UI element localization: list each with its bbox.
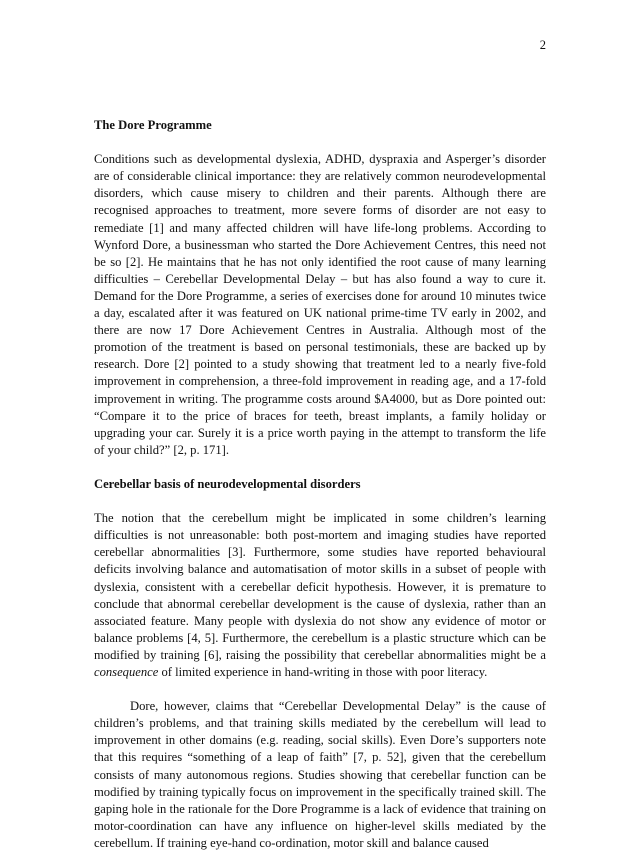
spacer bbox=[94, 459, 546, 476]
spacer bbox=[94, 493, 546, 510]
page-number: 2 bbox=[539, 38, 546, 52]
paragraph-dore-programme: Conditions such as developmental dyslexia, ADHD, dyspraxia and Asperger’s disorder are of considerable clinical importance: they are relatively common neurodevelopmental disorders, which cause misery to children and their parents. Although there are recognised approaches to treatment, more severe forms of disorder are not easy to remediate [1] and many affected children will have life-long problems. According to Wynford Dore, a businessman who started the Dore Achievement Centres, this need not be so [2]. He maintains that he has not only identified the root cause of many learning difficulties – Cerebellar Developmental Delay – but has also found a way to cure it. Demand for the Dore Programme, a series of exercises done for around 10 minutes twice a day, escalated after it was featured on UK national prime-time TV early in 2002, and there are now 17 Dore Achievement Centres in Australia. Although most of the promotion of the treatment is based on personal testimonials, these are backed up by research. Dore [2] pointed to a study showing that treatment led to a nearly five-fold improvement in comprehension, a three-fold improvement in reading age, and a 17-fold improvement in writing. The programme costs around $A4000, but as Dore pointed out: “Compare it to the price of braces for teeth, breast implants, a family holiday or upgrading your car. Surely it is a price worth paying in the attempt to transform the life of your child?” [2, p. 171]. bbox=[94, 152, 546, 457]
document-body bbox=[94, 117, 546, 852]
paragraph-dore-claims: Dore, however, claims that “Cerebellar Developmental Delay” is the cause of children’s problems, and that training skills mediated by the cerebellum will lead to improvement in other domains (e.g. reading, social skills). Even Dore’s supporters note that this requires “something of a leap of faith” [7, p. 52], given that the cerebellum consists of many autonomous regions. Studies showing that cerebellar function can be modified by training typically focus on improvement in the specifically trained skill. The gaping hole in the rationale for the Dore Programme is a lack of evidence that training on motor-coordination can have any influence on higher-level skills mediated by the cerebellum. If training eye-hand co-ordination, motor skill and balance caused bbox=[94, 699, 546, 850]
paragraph-cerebellar-notion bbox=[94, 510, 546, 681]
section-heading-cerebellar-basis: Cerebellar basis of neurodevelopmental disorders bbox=[94, 476, 361, 491]
paragraph-text: of limited experience in hand-writing in those with poor literacy. bbox=[158, 665, 488, 679]
emphasized-word: consequence bbox=[94, 665, 159, 679]
spacer bbox=[94, 681, 546, 698]
paragraph-text: The notion that the cerebellum might be implicated in some children’s learning difficulties is not unreasonable: both post-mortem and imaging studies have reported cerebellar abnormalities [3]. Furthermore, some studies have reported behavioural deficits involving balance and automatisation of motor skills in a subset of people with dyslexia, consistent with a cerebellar deficit hypothesis. However, it is premature to conclude that abnormal cerebellar development is the cause of dyslexia, rather than an associated feature. Many people with dyslexia do not show any evidence of motor or balance problems [4, 5]. Furthermore, the cerebellum is a plastic structure which can be modified by training [6], raising the possibility that cerebellar abnormalities might be a bbox=[94, 511, 546, 662]
section-heading-dore-programme: The Dore Programme bbox=[94, 118, 212, 132]
spacer bbox=[94, 134, 546, 151]
